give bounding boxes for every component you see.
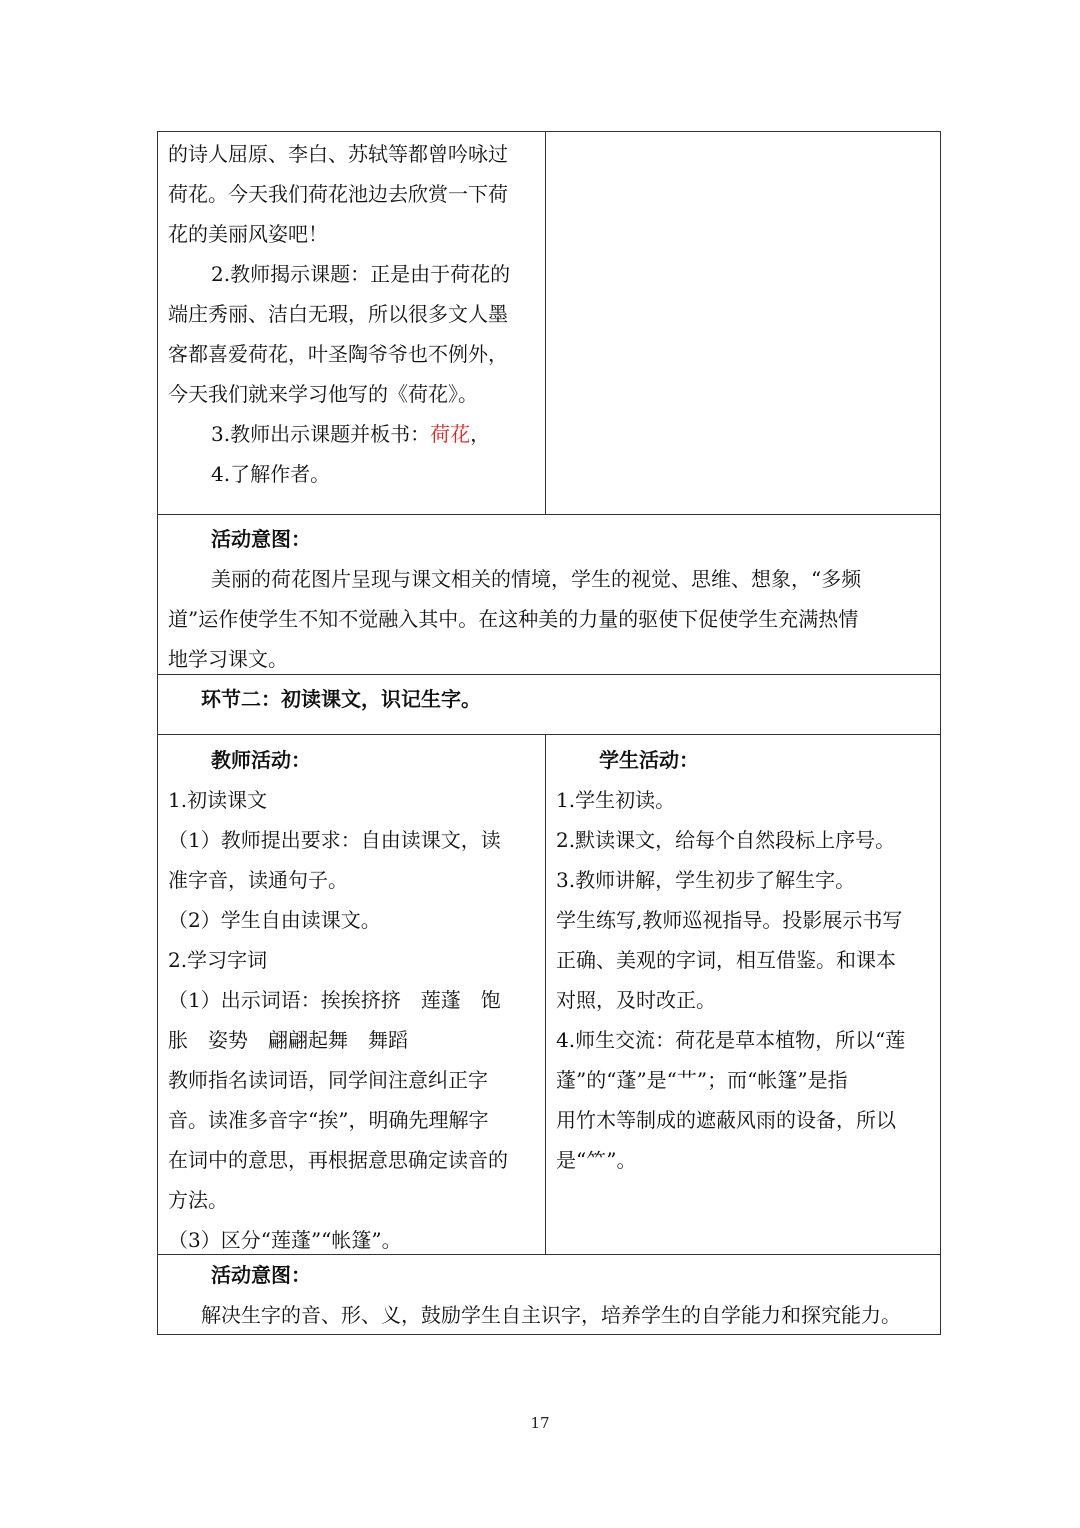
activities-row	[157, 735, 941, 1255]
page-number: 17	[530, 1414, 550, 1432]
text-line: 今天我们就来学习他写的《荷花》。	[168, 382, 478, 406]
intro-row	[157, 131, 941, 515]
text-line: （1）出示词语：挨挨挤挤 莲蓬 饱	[168, 988, 501, 1012]
text-line: 3.教师讲解，学生初步了解生字。	[556, 868, 856, 892]
activity-intent-heading: 活动意图：	[211, 527, 311, 551]
text-line: 地学习课文。	[168, 647, 288, 671]
text-line: 音。读准多音字“挨”，明确先理解字	[168, 1108, 489, 1132]
text-line: 胀 姿势 翩翩起舞 舞蹈	[168, 1028, 408, 1052]
activity-intent-row	[157, 515, 941, 675]
lesson-plan-table	[157, 131, 941, 1335]
stage-title: 环节二：初读课文，识记生字。	[201, 687, 481, 711]
text-line: 3.教师出示课题并板书：	[211, 422, 431, 446]
text-line: 用竹木等制成的遮蔽风雨的设备，所以	[556, 1108, 896, 1132]
teacher-activity-heading: 教师活动：	[211, 748, 311, 772]
board-title-suffix: ，	[470, 422, 491, 446]
teacher-activity-cell	[158, 735, 546, 1254]
text-line: 4.了解作者。	[211, 462, 331, 486]
intro-left-cell	[158, 132, 546, 514]
text-line: 准字音，读通句子。	[168, 868, 348, 892]
text-line: 方法。	[168, 1188, 228, 1212]
text-line: 解决生字的音、形、义，鼓励学生自主识字，培养学生的自学能力和探究能力。	[201, 1303, 901, 1327]
student-activity-cell	[546, 735, 940, 1254]
text-line: 2.教师揭示课题：正是由于荷花的	[211, 262, 511, 286]
student-activity-heading: 学生活动：	[599, 748, 699, 772]
text-line: 对照，及时改正。	[556, 988, 716, 1012]
text-line: 在词中的意思，再根据意思确定读音的	[168, 1148, 508, 1172]
text-line: 1.初读课文	[168, 788, 268, 812]
text-line: 是“⺮”。	[556, 1148, 637, 1172]
text-line: 2.学习字词	[168, 948, 268, 972]
text-line: 蓬”的“蓬”是“艹”；而“帐篷”是指	[556, 1068, 848, 1092]
intro-right-cell	[546, 132, 940, 514]
text-line: 美丽的荷花图片呈现与课文相关的情境，学生的视觉、思维、想象，“多频	[211, 567, 862, 591]
text-line: （2）学生自由读课文。	[168, 908, 381, 932]
text-line: 道”运作使学生不知不觉融入其中。在这种美的力量的驱使下促使学生充满热情	[168, 607, 859, 631]
text-line: 正确、美观的字词，相互借鉴。和课本	[556, 948, 896, 972]
board-title-line	[158, 414, 545, 454]
text-line: 荷花。今天我们荷花池边去欣赏一下荷	[168, 182, 508, 206]
activity-intent-row-2	[157, 1255, 941, 1335]
text-line: （1）教师提出要求：自由读课文，读	[168, 828, 501, 852]
text-line: 2.默读课文，给每个自然段标上序号。	[556, 828, 896, 852]
text-line: 学生练写,教师巡视指导。投影展示书写	[556, 908, 903, 932]
text-line: 教师指名读词语，同学间注意纠正字	[168, 1068, 488, 1092]
text-line: 端庄秀丽、洁白无瑕，所以很多文人墨	[168, 302, 508, 326]
text-line: 1.学生初读。	[556, 788, 676, 812]
text-line: （3）区分“莲蓬”“帐篷”。	[168, 1228, 402, 1252]
text-line: 的诗人屈原、李白、苏轼等都曾吟咏过	[168, 142, 508, 166]
text-line: 花的美丽风姿吧！	[168, 222, 328, 246]
stage-title-row	[157, 675, 941, 735]
text-line: 4.师生交流：荷花是草本植物，所以“莲	[556, 1028, 906, 1052]
text-line: 客都喜爱荷花，叶圣陶爷爷也不例外，	[168, 342, 508, 366]
board-title-highlight: 荷花	[430, 422, 471, 446]
activity-intent-heading: 活动意图：	[211, 1263, 311, 1287]
